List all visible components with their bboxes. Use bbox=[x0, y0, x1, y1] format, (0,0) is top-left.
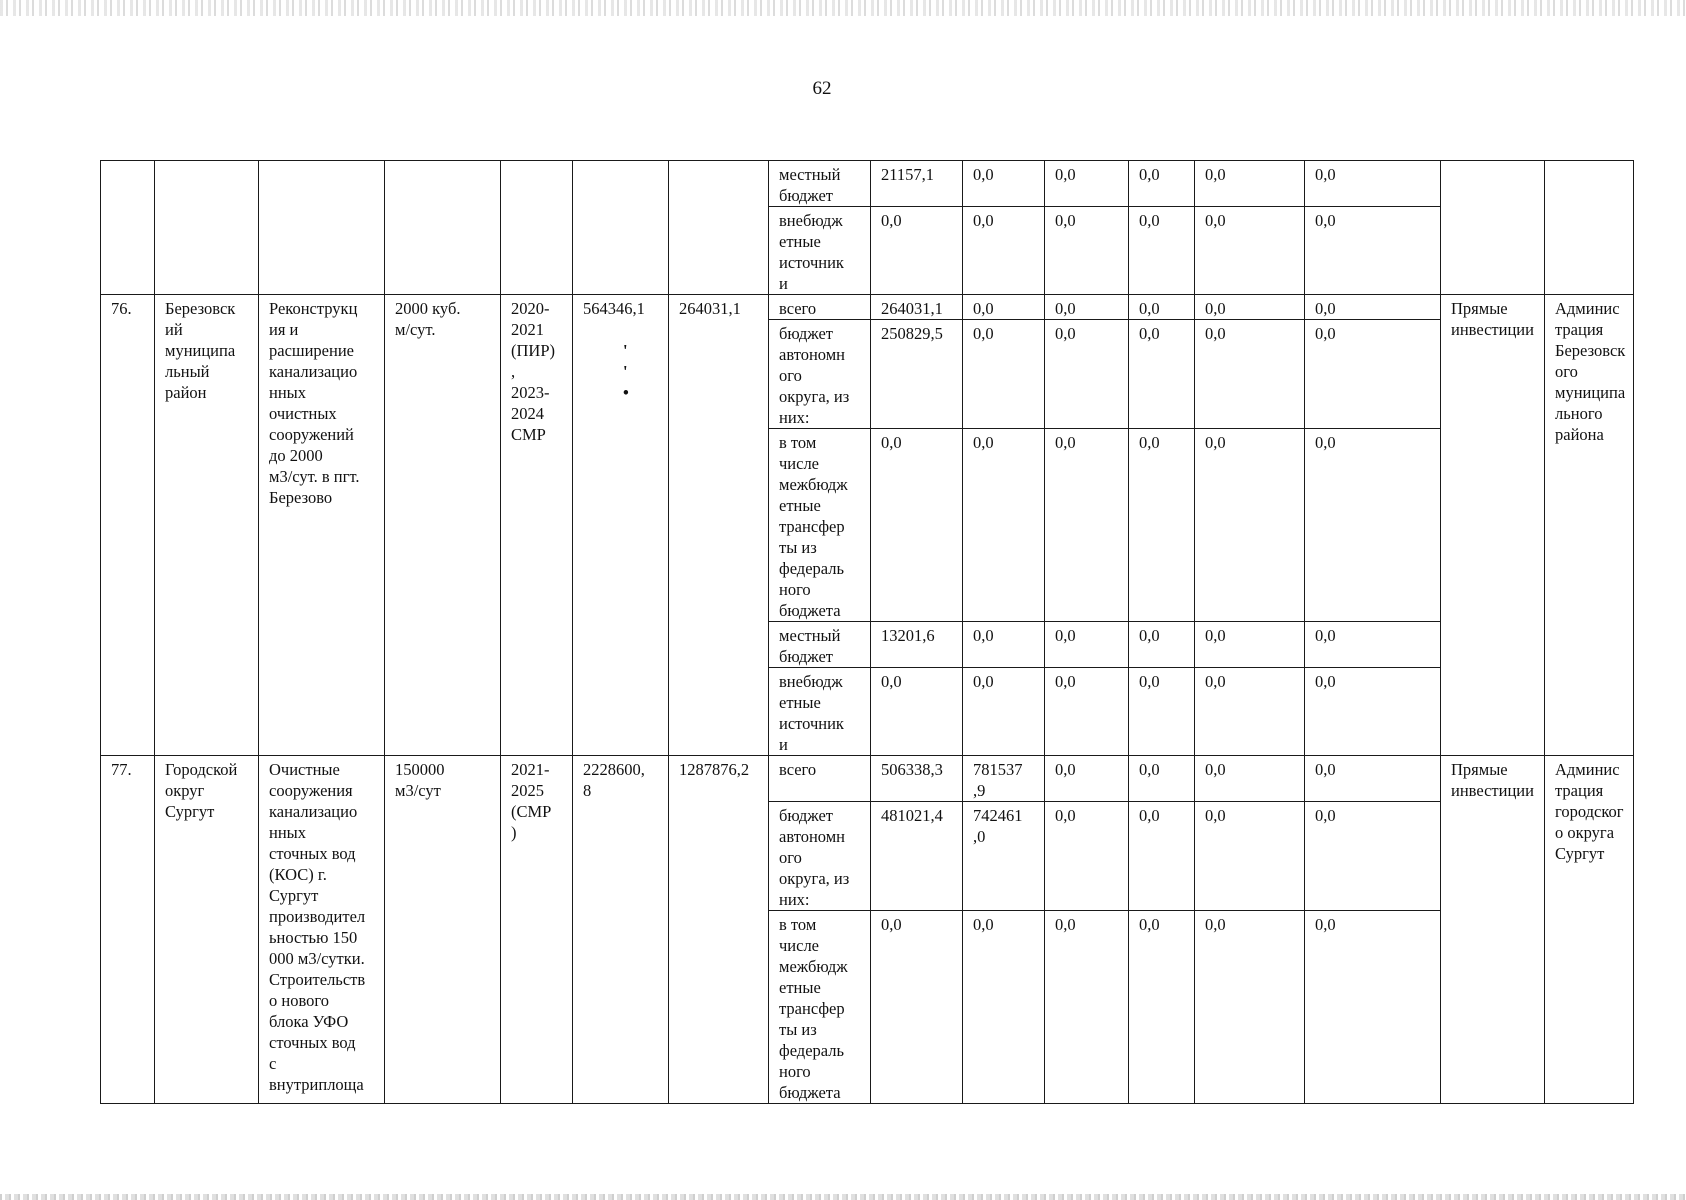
fin-value: 0,0 bbox=[1045, 429, 1129, 622]
fin-value: 0,0 bbox=[1195, 911, 1305, 1104]
cell-form: Прямые инвестиции bbox=[1441, 295, 1545, 756]
fin-value: 0,0 bbox=[1045, 802, 1129, 911]
cell-remaining bbox=[669, 161, 769, 295]
fin-value: 0,0 bbox=[1195, 802, 1305, 911]
scan-edge-bottom bbox=[0, 1194, 1686, 1200]
fin-value: 0,0 bbox=[1129, 295, 1195, 320]
fin-label: бюджет автономн ого округа, из них: bbox=[769, 320, 871, 429]
cell-form bbox=[1441, 161, 1545, 295]
scan-edge-top bbox=[0, 0, 1686, 16]
fin-value: 742461 ,0 bbox=[963, 802, 1045, 911]
fin-label: местный бюджет bbox=[769, 161, 871, 207]
fin-value: 481021,4 bbox=[871, 802, 963, 911]
cell-cost bbox=[573, 295, 669, 756]
fin-label: местный бюджет bbox=[769, 622, 871, 668]
cell-cost bbox=[573, 161, 669, 295]
cell-object bbox=[259, 161, 385, 295]
fin-value: 0,0 bbox=[1045, 320, 1129, 429]
fin-label: внебюдж етные источник и bbox=[769, 207, 871, 295]
cell-period bbox=[501, 161, 573, 295]
fin-label: бюджет автономн ого округа, из них: bbox=[769, 802, 871, 911]
fin-value: 0,0 bbox=[1195, 622, 1305, 668]
fin-value: 0,0 bbox=[963, 668, 1045, 756]
fin-value: 781537 ,9 bbox=[963, 756, 1045, 802]
cell-municipality bbox=[155, 161, 259, 295]
cost-value: 564346,1 bbox=[583, 299, 645, 318]
fin-value: 0,0 bbox=[1305, 622, 1441, 668]
cell-remaining: 264031,1 bbox=[669, 295, 769, 756]
fin-value: 0,0 bbox=[871, 911, 963, 1104]
cell-num: 76. bbox=[101, 295, 155, 756]
cell-capacity bbox=[385, 161, 501, 295]
fin-value: 0,0 bbox=[871, 429, 963, 622]
fin-value: 0,0 bbox=[1195, 161, 1305, 207]
cell-capacity: 2000 куб. м/сут. bbox=[385, 295, 501, 756]
fin-value: 0,0 bbox=[871, 207, 963, 295]
fin-value: 21157,1 bbox=[871, 161, 963, 207]
fin-value: 0,0 bbox=[1305, 207, 1441, 295]
fin-value: 0,0 bbox=[1305, 429, 1441, 622]
scan-mark: ' ' • bbox=[623, 341, 629, 402]
cell-capacity: 150000 м3/сут bbox=[385, 756, 501, 1104]
cell-municipality: Городской округ Сургут bbox=[155, 756, 259, 1104]
fin-value: 0,0 bbox=[1045, 161, 1129, 207]
fin-value: 0,0 bbox=[1305, 295, 1441, 320]
fin-value: 0,0 bbox=[1305, 911, 1441, 1104]
fin-value: 0,0 bbox=[1045, 295, 1129, 320]
fin-value: 0,0 bbox=[1129, 429, 1195, 622]
cell-municipality: Березовск ий муниципа льный район bbox=[155, 295, 259, 756]
fin-value: 0,0 bbox=[1129, 911, 1195, 1104]
table-row bbox=[101, 756, 1634, 802]
fin-value: 0,0 bbox=[963, 429, 1045, 622]
fin-value: 0,0 bbox=[1305, 161, 1441, 207]
cell-num: 77. bbox=[101, 756, 155, 1104]
table-row bbox=[101, 295, 1634, 320]
fin-value: 0,0 bbox=[1129, 207, 1195, 295]
fin-label: в том числе межбюдж етные трансфер ты из федераль ного бюджета bbox=[769, 429, 871, 622]
fin-value: 0,0 bbox=[1195, 429, 1305, 622]
cell-remaining: 1287876,2 bbox=[669, 756, 769, 1104]
fin-value: 0,0 bbox=[1305, 802, 1441, 911]
fin-value: 0,0 bbox=[1129, 802, 1195, 911]
fin-value: 0,0 bbox=[1129, 756, 1195, 802]
fin-value: 0,0 bbox=[1129, 320, 1195, 429]
investment-table bbox=[100, 160, 1634, 1104]
cell-customer bbox=[1545, 161, 1634, 295]
fin-value: 0,0 bbox=[1305, 668, 1441, 756]
fin-value: 0,0 bbox=[963, 911, 1045, 1104]
fin-label: всего bbox=[769, 756, 871, 802]
fin-value: 0,0 bbox=[1045, 207, 1129, 295]
fin-value: 0,0 bbox=[963, 622, 1045, 668]
cell-num bbox=[101, 161, 155, 295]
fin-value: 0,0 bbox=[963, 207, 1045, 295]
fin-value: 0,0 bbox=[1129, 668, 1195, 756]
fin-value: 0,0 bbox=[963, 320, 1045, 429]
fin-value: 0,0 bbox=[963, 161, 1045, 207]
fin-label: внебюдж етные источник и bbox=[769, 668, 871, 756]
fin-value: 0,0 bbox=[1195, 756, 1305, 802]
fin-value: 250829,5 bbox=[871, 320, 963, 429]
fin-value: 0,0 bbox=[1305, 320, 1441, 429]
fin-label: в том числе межбюдж етные трансфер ты из федераль ного бюджета bbox=[769, 911, 871, 1104]
cell-customer: Админис трация городског о округа Сургут bbox=[1545, 756, 1634, 1104]
page-number: 62 bbox=[812, 78, 832, 99]
cell-customer: Админис трация Березовск ого муниципа льного района bbox=[1545, 295, 1634, 756]
fin-value: 0,0 bbox=[1045, 622, 1129, 668]
cell-object: Реконструкц ия и расширение канализацио нных очистных сооружений до 2000 м3/сут. в пгт. Березово bbox=[259, 295, 385, 756]
fin-value: 0,0 bbox=[1195, 320, 1305, 429]
fin-value: 264031,1 bbox=[871, 295, 963, 320]
fin-value: 0,0 bbox=[1045, 668, 1129, 756]
fin-value: 0,0 bbox=[1129, 622, 1195, 668]
fin-value: 0,0 bbox=[1195, 295, 1305, 320]
fin-value: 0,0 bbox=[1195, 668, 1305, 756]
table-row bbox=[101, 161, 1634, 207]
fin-value: 0,0 bbox=[1195, 207, 1305, 295]
fin-value: 0,0 bbox=[963, 295, 1045, 320]
fin-value: 13201,6 bbox=[871, 622, 963, 668]
fin-value: 0,0 bbox=[1045, 911, 1129, 1104]
cell-object: Очистные сооружения канализацио нных сточных вод (КОС) г. Сургут производител ьностью 150 000 м3/сутки. Строительств о нового блока УФО сточных вод с внутриплоща bbox=[259, 756, 385, 1104]
fin-label: всего bbox=[769, 295, 871, 320]
cell-cost: 2228600, 8 bbox=[573, 756, 669, 1104]
cell-period: 2020- 2021 (ПИР) , 2023- 2024 СМР bbox=[501, 295, 573, 756]
fin-value: 0,0 bbox=[1129, 161, 1195, 207]
cell-period: 2021- 2025 (СМР ) bbox=[501, 756, 573, 1104]
cell-form: Прямые инвестиции bbox=[1441, 756, 1545, 1104]
fin-value: 0,0 bbox=[871, 668, 963, 756]
fin-value: 506338,3 bbox=[871, 756, 963, 802]
fin-value: 0,0 bbox=[1305, 756, 1441, 802]
fin-value: 0,0 bbox=[1045, 756, 1129, 802]
